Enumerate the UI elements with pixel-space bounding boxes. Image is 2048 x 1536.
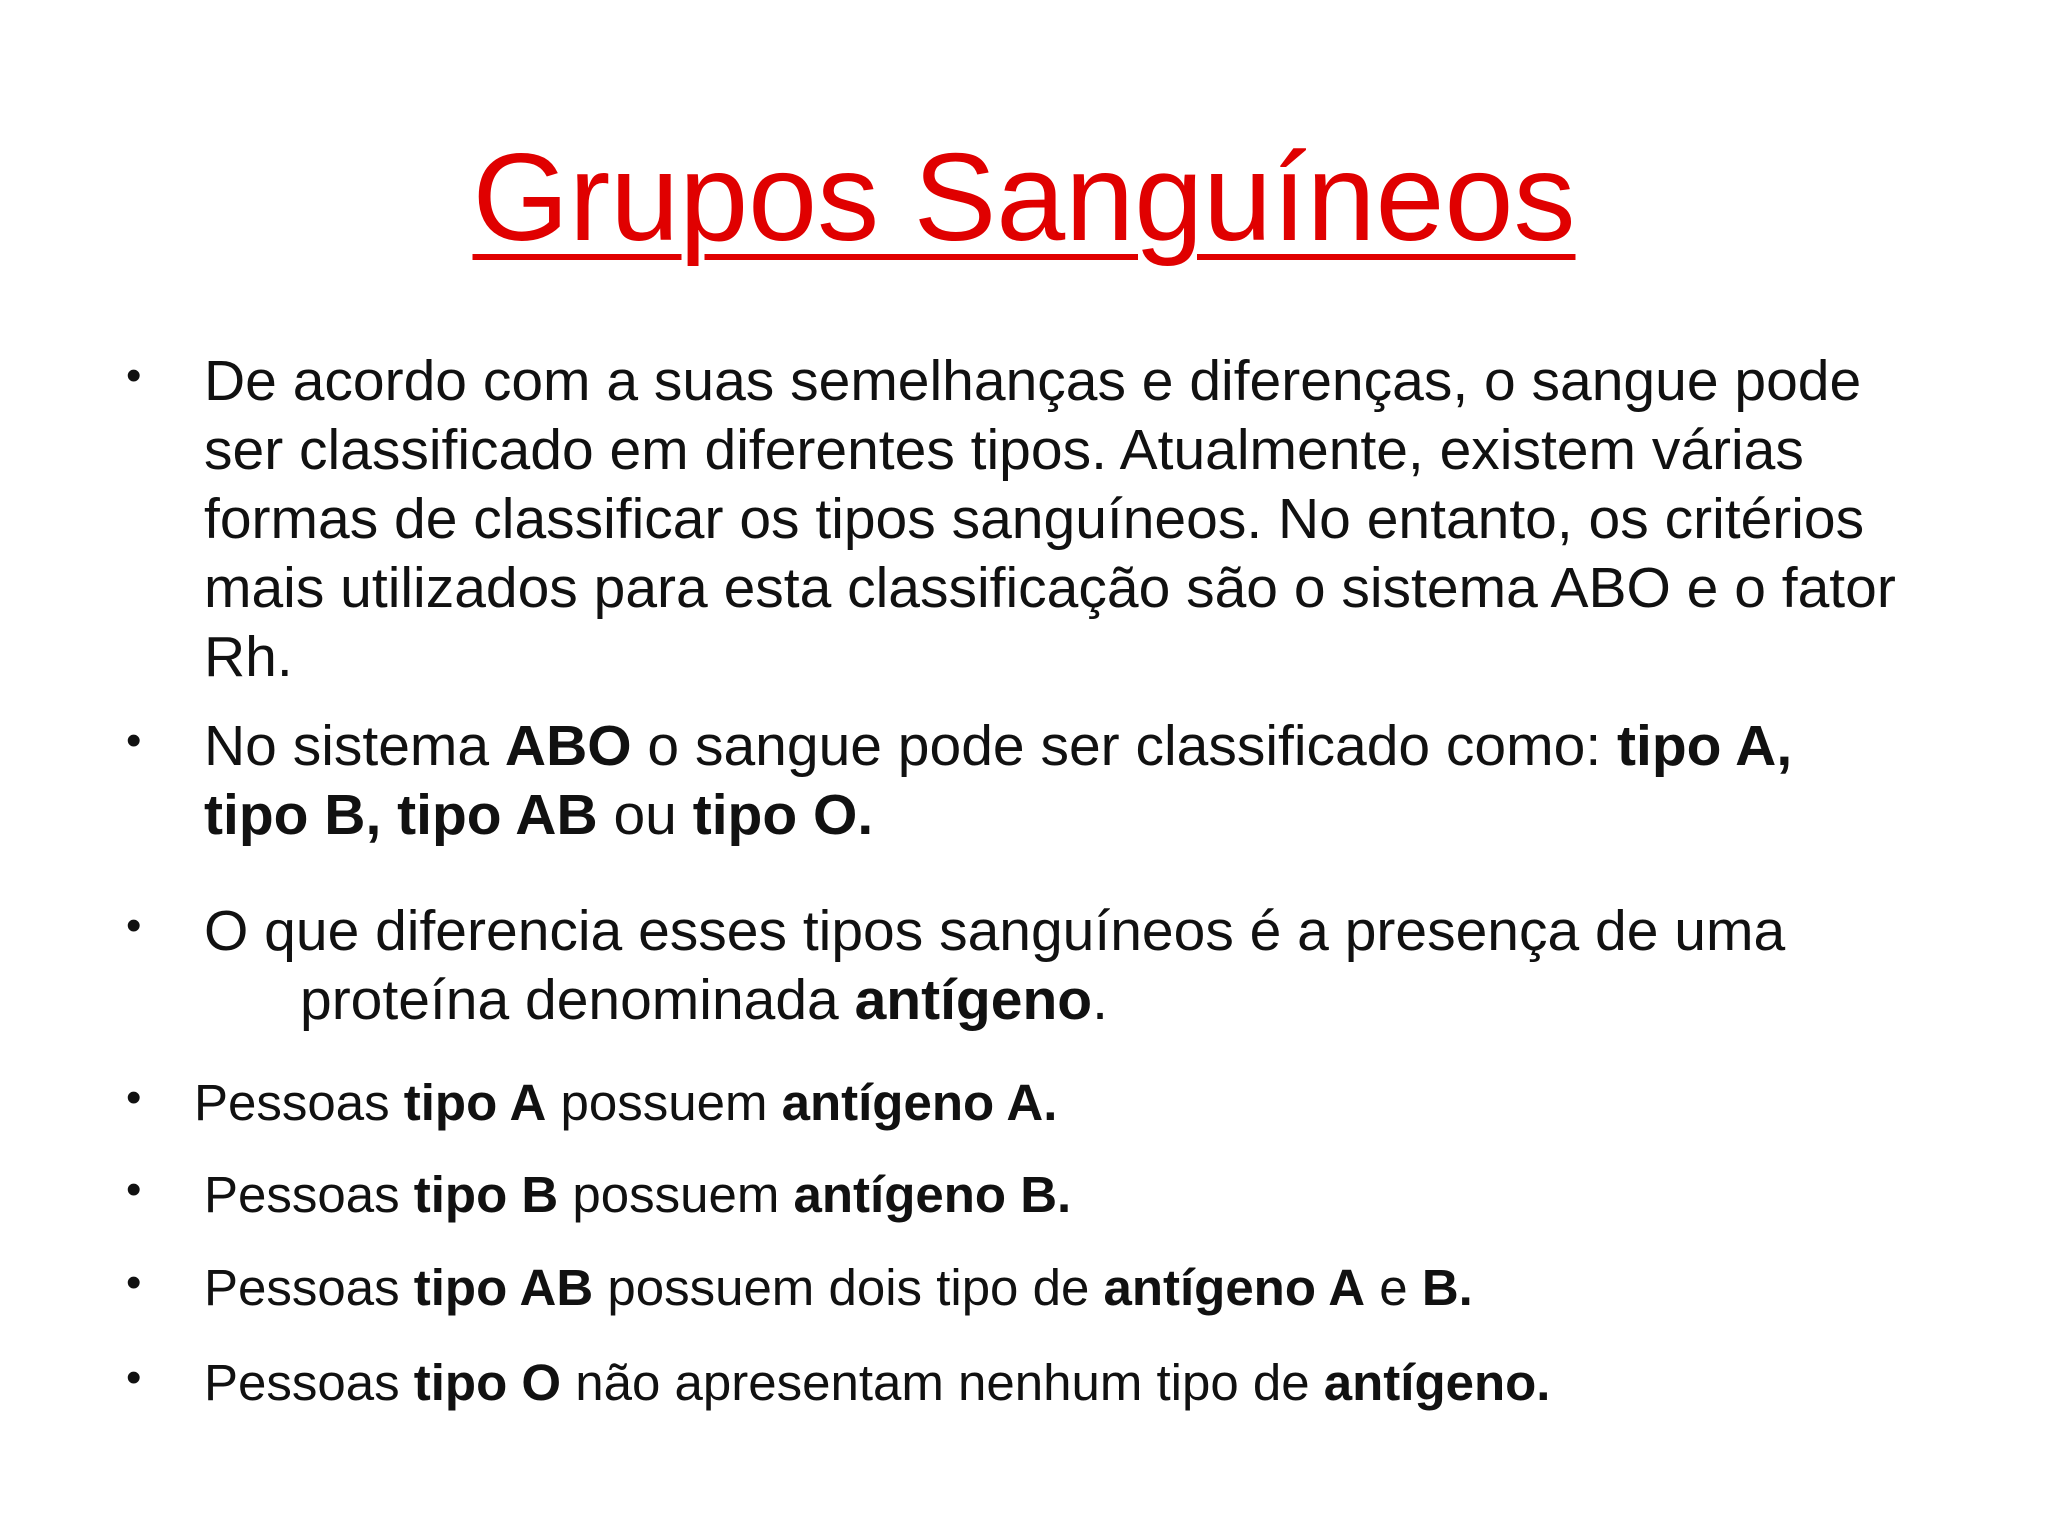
bullet-dot: • — [126, 1073, 142, 1122]
text-segment: Pessoas — [194, 1074, 404, 1131]
text-segment: Pessoas — [204, 1166, 414, 1223]
bullet-text — [204, 897, 1924, 1035]
text-bold-segment: antígeno A. — [781, 1074, 1058, 1131]
text-segment: No sistema — [204, 714, 505, 778]
bullet-text — [194, 1073, 1914, 1133]
bullet-dot: • — [126, 1353, 142, 1402]
text-segment: possuem dois tipo de — [593, 1259, 1104, 1316]
bullet-dot: • — [126, 1258, 142, 1307]
text-bold-segment: tipo A, — [1617, 714, 1793, 778]
bullet-text — [204, 1165, 1924, 1225]
bullet-text — [204, 1353, 1924, 1413]
text-segment: não apresentam nenhum tipo de — [561, 1354, 1324, 1411]
bullet-text: De acordo com a suas semelhanças e diferenças, o sangue pode ser classificado em diferentes tipos. Atualmente, existem várias formas de classificar os tipos sanguíneos. No entanto, os critérios mais utilizados para esta classificação são o sistema ABO e o fator Rh. — [204, 349, 1896, 689]
text-bold-segment: antígeno A — [1103, 1259, 1366, 1316]
bullet-dot: • — [126, 1165, 142, 1214]
bullet-dot: • — [126, 901, 142, 950]
slide-title-text: Grupos Sanguíneos — [472, 129, 1576, 267]
text-segment: e — [1365, 1259, 1422, 1316]
text-indented-line — [204, 966, 1924, 1035]
text-bold-segment: tipo B — [413, 1166, 559, 1223]
text-segment: o sangue pode ser classificado como: — [631, 714, 1617, 778]
bullet-dot: • — [126, 351, 142, 400]
text-segment: Pessoas — [204, 1259, 414, 1316]
text-segment: . — [1092, 968, 1108, 1032]
text-bold-segment: tipo O. — [692, 783, 874, 847]
bullet-text — [204, 712, 1924, 850]
bullet-dot: • — [126, 716, 142, 765]
text-segment: possuem — [546, 1074, 782, 1131]
bullet-text — [204, 1258, 1924, 1318]
text-bold-segment: B. — [1421, 1259, 1473, 1316]
text-bold-segment: tipo B, tipo AB — [204, 783, 598, 847]
text-bold-segment: antígeno. — [1323, 1354, 1551, 1411]
text-bold-segment: tipo A — [403, 1074, 547, 1131]
slide-title — [0, 128, 2048, 268]
text-segment: possuem — [558, 1166, 794, 1223]
text-bold-segment: ABO — [504, 714, 632, 778]
text-bold-segment: tipo AB — [413, 1259, 594, 1316]
text-segment: Pessoas — [204, 1354, 414, 1411]
text-segment: O que diferencia esses tipos sanguíneos é a presença de uma — [204, 899, 1786, 963]
text-bold-segment: antígeno B. — [793, 1166, 1072, 1223]
text-segment: ou — [597, 783, 693, 847]
text-bold-segment: tipo O — [413, 1354, 562, 1411]
text-bold-segment: antígeno — [854, 968, 1093, 1032]
text-segment: proteína denominada — [300, 968, 855, 1032]
